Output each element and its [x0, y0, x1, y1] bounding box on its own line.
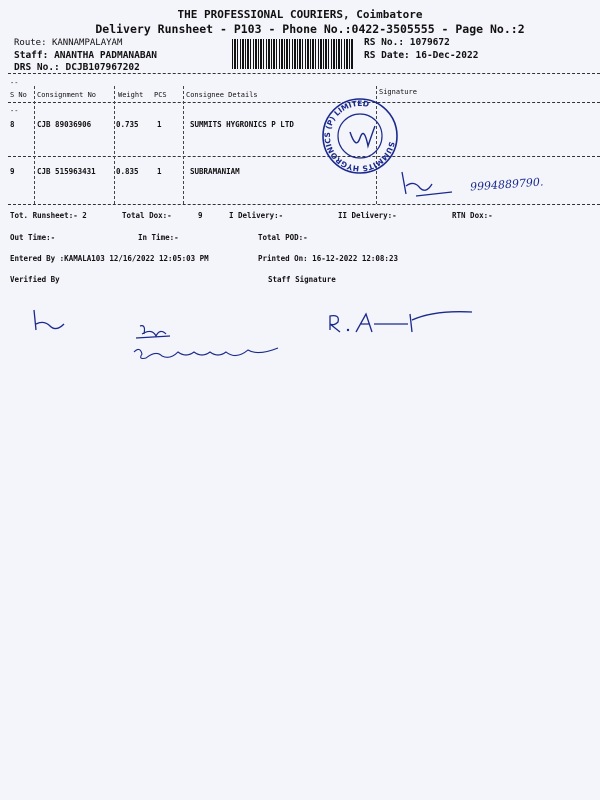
rs-date-row: [364, 50, 478, 61]
total-pod: Total POD:-: [258, 233, 308, 242]
route-value: KANNAMPALAYAM: [51, 38, 123, 48]
signature-row9: [396, 166, 456, 202]
staff-value: ANANTHA PADMANABAN: [54, 50, 158, 61]
stamp-text: SUMMITS HYGRONICS (P) LIMITED: [322, 98, 397, 174]
staff-label: Staff:: [14, 50, 49, 61]
table-row-weight: 0.835: [116, 167, 139, 176]
i-delivery: I Delivery:-: [229, 211, 284, 220]
report-subtitle: Delivery Runsheet - P103 - Phone No.:0422-3505555 - Page No.:2: [95, 22, 525, 36]
verified-signature: [24, 306, 70, 336]
printed-on: Printed On: 16-12-2022 12:08:23: [258, 254, 398, 263]
dash-mark: --: [10, 79, 19, 87]
divider: [8, 102, 600, 103]
table-row-pcs: 1: [157, 120, 162, 129]
staff-signature: [324, 306, 484, 346]
column-separator: [183, 86, 184, 204]
table-row-consignee: SUMMITS HYGRONICS P LTD: [190, 120, 294, 129]
table-row-weight: 0.735: [116, 120, 139, 129]
table-row-sno: 9: [10, 167, 15, 176]
table-row-consignment: CJB 89036906: [37, 120, 92, 129]
table-row-consignment: CJB 515963431: [37, 167, 96, 176]
total-dox-label: Total Dox:-: [122, 211, 172, 220]
table-row-consignee: SUBRAMANIAM: [190, 167, 240, 176]
ii-delivery: II Delivery:-: [338, 211, 397, 220]
column-separator: [34, 86, 35, 204]
svg-text:SUMMITS HYGRONICS (P) LIMITED: [320, 96, 400, 176]
divider: [8, 156, 600, 157]
entered-by: Entered By :KAMALA103 12/16/2022 12:05:03 PM: [10, 254, 209, 263]
col-header-sno: S No: [10, 91, 27, 99]
route-label: Route:: [14, 38, 47, 48]
report-title: THE PROFESSIONAL COURIERS, Coimbatore: [177, 8, 423, 21]
col-header-signature: Signature: [379, 88, 417, 96]
staff-signature-scrawl: [126, 320, 286, 366]
total-dox-value: 9: [198, 211, 203, 220]
col-header-weight: Weight: [118, 91, 144, 99]
dash-mark: --: [10, 107, 19, 115]
verified-by: Verified By: [10, 275, 60, 284]
column-separator: [114, 86, 115, 204]
col-header-consignee: Consignee Details: [186, 91, 258, 99]
company-stamp: [320, 96, 400, 176]
rs-date-label: RS Date:: [364, 50, 410, 61]
rs-no-label: RS No.:: [364, 37, 405, 48]
route-row: [14, 38, 122, 48]
rs-no-row: [364, 37, 450, 48]
rs-no-value: 1079672: [409, 37, 450, 48]
drs-label: DRS No.:: [14, 62, 60, 73]
drs-value: DCJB107967202: [65, 62, 140, 73]
table-row-pcs: 1: [157, 167, 162, 176]
divider: [8, 73, 600, 74]
staff-signature-label: Staff Signature: [268, 275, 336, 284]
table-row-sno: 8: [10, 120, 15, 129]
drs-row: [14, 62, 140, 73]
rtn-dox: RTN Dox:-: [452, 211, 493, 220]
staff-row: [14, 50, 157, 61]
divider: [8, 204, 600, 205]
tot-runsheet: Tot. Runsheet:- 2: [10, 211, 87, 220]
handwritten-phone: 9994889790.: [469, 175, 544, 194]
in-time: In Time:-: [138, 233, 179, 242]
rs-date-value: 16-Dec-2022: [415, 50, 479, 61]
out-time: Out Time:-: [10, 233, 56, 242]
col-header-pcs: PCS: [154, 91, 167, 99]
col-header-consignment: Consignment No: [37, 91, 97, 99]
barcode: [232, 39, 354, 69]
